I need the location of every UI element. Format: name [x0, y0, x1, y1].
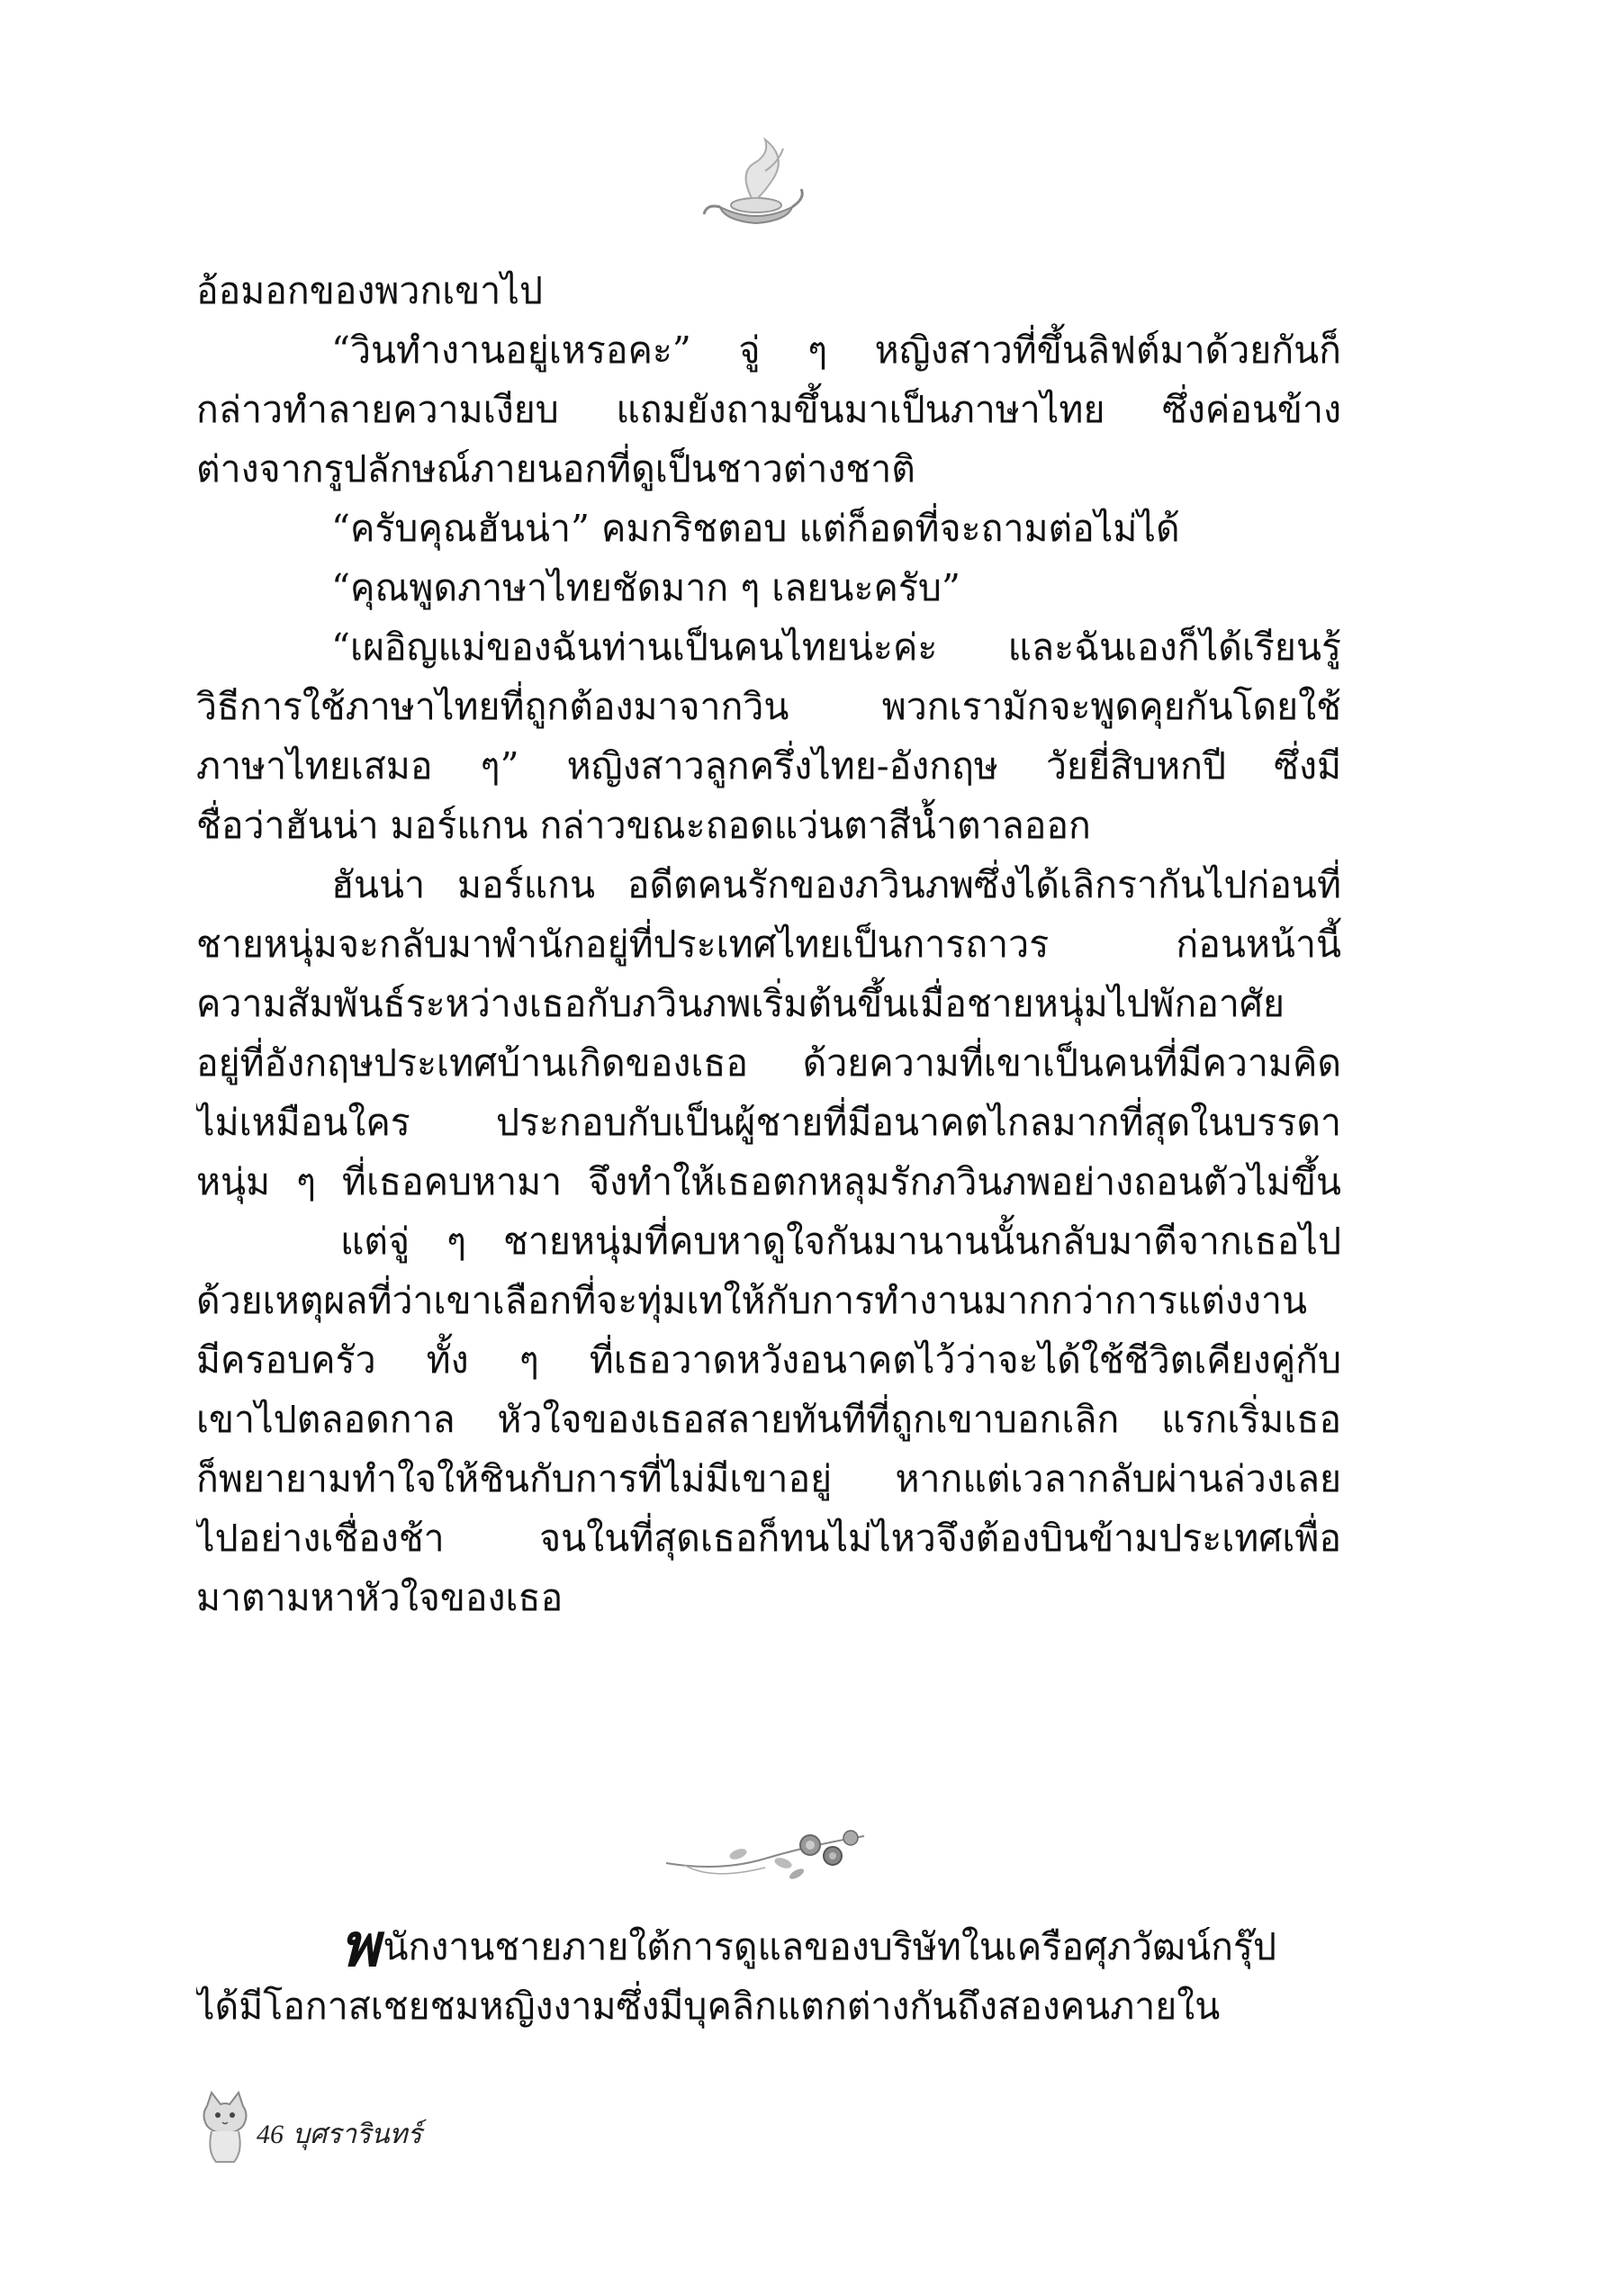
lamp-ornament-icon	[702, 135, 810, 234]
text-line: “วินทำงานอยู่เหรอคะ” จู่ ๆ หญิงสาวที่ขึ้นลิฟต์มาด้วยกันก็	[331, 329, 1341, 372]
page-number: 46	[257, 2120, 284, 2149]
text-line: ฮันน่า มอร์แกน อดีตคนรักของภวินภพซึ่งได้เลิกรากันไปก่อนที่	[331, 863, 1341, 906]
text-line: อ้อมอกของพวกเขาไป	[196, 269, 543, 312]
text-line: ด้วยเหตุผลที่ว่าเขาเลือกที่จะทุ่มเทให้กับการทำงานมากกว่าการแต่งงาน	[196, 1279, 1308, 1322]
text-line: ชายหนุ่มจะกลับมาพำนักอยู่ที่ประเทศไทยเป็นการถาวร ก่อนหน้านี้	[196, 923, 1341, 966]
text-line: มาตามหาหัวใจของเธอ	[196, 1576, 564, 1619]
cat-mascot-icon	[194, 2088, 257, 2165]
footer-text	[257, 2113, 431, 2156]
text-line: “ครับคุณฮันน่า” คมกริชตอบ แต่ก็อดที่จะถามต่อไม่ได้	[331, 507, 1180, 550]
author-name: บุศรารินทร์	[293, 2120, 422, 2149]
text-line: ความสัมพันธ์ระหว่างเธอกับภวินภพเริ่มต้นขึ้นเมื่อชายหนุ่มไปพักอาศัย	[196, 982, 1285, 1025]
text-line: มีครอบครัว ทั้ง ๆ ที่เธอวาดหวังอนาคตไว้ว่าจะได้ใช้ชีวิตเคียงคู่กับ	[196, 1338, 1341, 1382]
text-line: แต่จู่ ๆ ชายหนุ่มที่คบหาดูใจกันมานานนั้นกลับมาตีจากเธอไป	[340, 1220, 1341, 1263]
text-line: กล่าวทำลายความเงียบ แถมยังถามขึ้นมาเป็นภาษาไทย ซึ่งค่อนข้าง	[196, 388, 1341, 431]
text-line: ต่างจากรูปลักษณ์ภายนอกที่ดูเป็นชาวต่างชาติ	[196, 447, 915, 491]
text-line: ไม่เหมือนใคร ประกอบกับเป็นผู้ชายที่มีอนาคตไกลมากที่สุดในบรรดา	[196, 1101, 1341, 1144]
text-line: วิธีการใช้ภาษาไทยที่ถูกต้องมาจากวิน พวกเรามักจะพูดคุยกันโดยใช้	[196, 685, 1341, 728]
text-line: ได้มีโอกาสเชยชมหญิงงามซึ่งมีบุคลิกแตกต่างกันถึงสองคนภายใน	[196, 1985, 1221, 2028]
text-line: “คุณพูดภาษาไทยชัดมาก ๆ เลยนะครับ”	[331, 566, 960, 609]
text-line: “เผอิญแม่ของฉันท่านเป็นคนไทยน่ะค่ะ และฉันเองก็ได้เรียนรู้	[331, 626, 1341, 669]
text-line: ชื่อว่าฮันน่า มอร์แกน กล่าวขณะถอดแว่นตาสีน้ำตาลออก	[196, 804, 1091, 847]
chapter-section	[196, 1917, 1341, 2036]
text-line: ก็พยายามทำใจให้ชินกับการที่ไม่มีเขาอยู่ หากแต่เวลากลับผ่านล่วงเลย	[196, 1457, 1341, 1500]
body-text	[196, 261, 1341, 1627]
text-line: เขาไปตลอดกาล หัวใจของเธอสลายทันทีที่ถูกเขาบอกเลิก แรกเริ่มเธอ	[196, 1398, 1341, 1441]
text-line-rest: นักงานชายภายใต้การดูแลของบริษัทในเครือศุภวัฒน์กรุ๊ป	[383, 1925, 1276, 1968]
rose-vine-divider-icon	[657, 1818, 873, 1890]
text-line: หนุ่ม ๆ ที่เธอคบหามา จึงทำให้เธอตกหลุมรักภวินภพอย่างถอนตัวไม่ขึ้น	[196, 1160, 1341, 1203]
text-line: ไปอย่างเชื่องช้า จนในที่สุดเธอก็ทนไม่ไหวจึงต้องบินข้ามประเทศเพื่อ	[196, 1517, 1341, 1560]
page-footer	[194, 2088, 644, 2169]
text-line: อยู่ที่อังกฤษประเทศบ้านเกิดของเธอ ด้วยความที่เขาเป็นคนที่มีความคิด	[196, 1041, 1341, 1085]
drop-cap: พ	[340, 1917, 380, 1976]
text-line: ภาษาไทยเสมอ ๆ” หญิงสาวลูกครึ่งไทย-อังกฤษ วัยยี่สิบหกปี ซึ่งมี	[196, 744, 1341, 788]
text-line	[196, 1917, 1341, 1976]
